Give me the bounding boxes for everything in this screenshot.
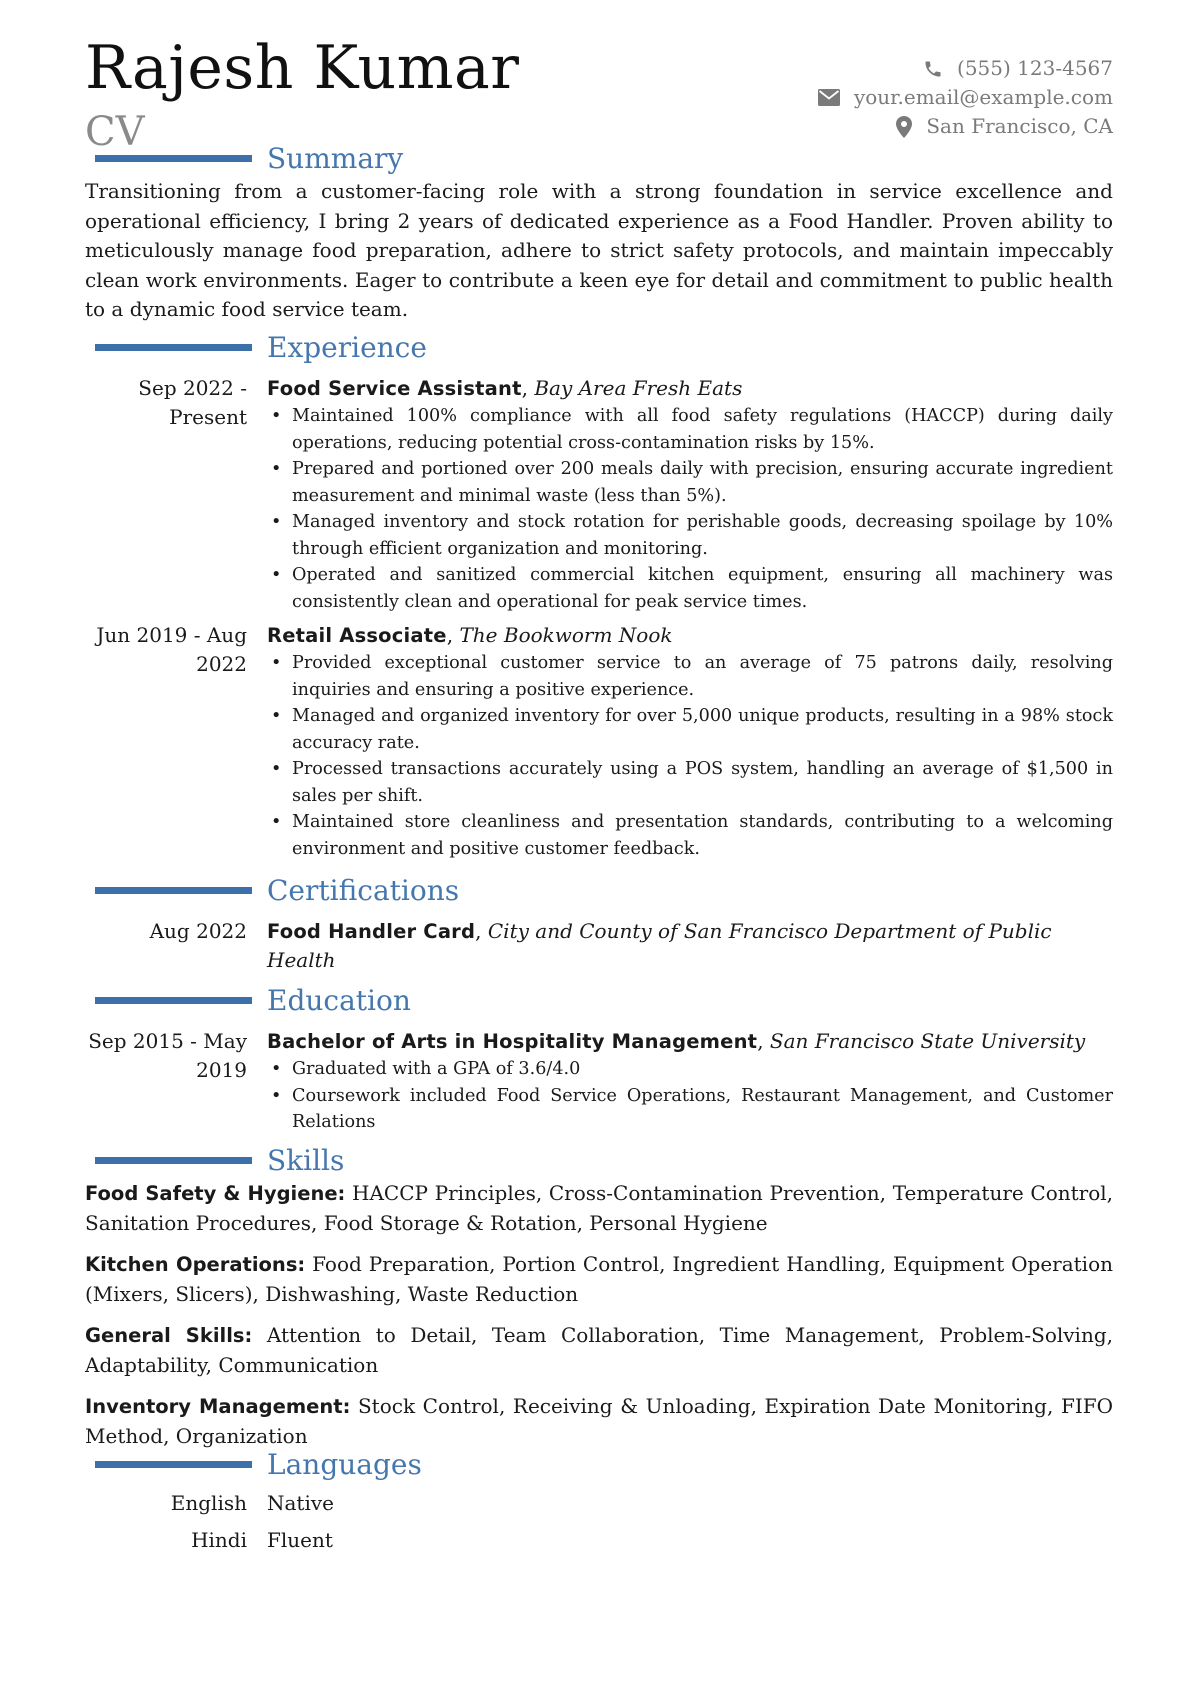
education-entry [0,1027,1190,1136]
skill-group [85,1250,1113,1309]
envelope-icon [818,89,840,106]
bullet-item: • Managed inventory and stock rotation for perishable goods, decreasing spoilage by 10% through efficient organization and monitoring. [267,509,1113,562]
experience-entry [0,374,1190,615]
bullet-item: • Maintained 100% compliance with all food safety regulations (HACCP) during daily operations, reducing potential cross-contamination risks by 15%. [267,403,1113,456]
entry-body [267,917,1113,975]
bullet-item: • Provided exceptional customer service to an average of 75 patrons daily, resolving inquiries and ensuring a positive experience. [267,650,1113,703]
skill-group [85,1392,1113,1451]
email-link[interactable]: your.email@example.com [853,85,1113,109]
section-title: Experience [267,331,427,364]
education-section [0,983,1190,1136]
experience-entry [0,621,1190,862]
language-level: Fluent [267,1528,333,1552]
bullet-item: • Processed transactions accurately using a POS system, handling an average of $1,500 in sales per shift. [267,756,1113,809]
summary-header [0,141,1190,177]
section-rule [95,1461,252,1468]
language-name: English [170,1491,247,1515]
skill-group [85,1179,1113,1238]
location-text: San Francisco, CA [926,114,1113,138]
bullet-item: • Managed and organized inventory for over 5,000 unique products, resulting in a 98% stock accuracy rate. [267,703,1113,756]
experience-section [0,330,1190,862]
phone-text: (555) 123-4567 [957,56,1113,80]
entry-heading: Bachelor of Arts in Hospitality Management, San Francisco State University [267,1029,1086,1053]
section-rule [95,155,252,162]
entry-date: Jun 2019 - Aug 2022 [96,623,247,676]
job-title: Food Service Assistant [267,377,522,400]
section-title: Skills [267,1144,345,1177]
entry-date: Sep 2015 - May 2019 [88,1029,247,1082]
section-rule [95,887,252,894]
education-header [0,983,1190,1019]
contact-email[interactable] [818,83,1113,112]
entry-heading: Retail Associate, The Bookworm Nook [267,623,673,647]
entry-body [267,1027,1113,1136]
languages-header [0,1447,1190,1483]
bullet-item: • Prepared and portioned over 200 meals daily with precision, ensuring accurate ingredient measurement and minimal waste (less than 5%). [267,456,1113,509]
bullet-item: • Operated and sanitized commercial kitchen equipment, ensuring all machinery was consistently clean and operational for peak service times. [267,562,1113,615]
bullet-list [267,650,1113,862]
entry-date: Aug 2022 [149,919,247,943]
certifications-section [0,873,1190,975]
employer-name: The Bookworm Nook [459,623,673,647]
skill-group-label: Food Safety & Hygiene: [85,1182,346,1205]
bullet-item: • Maintained store cleanliness and presentation standards, contributing to a welcoming environment and positive customer feedback. [267,809,1113,862]
employer-name: Bay Area Fresh Eats [534,376,743,400]
section-title: Summary [267,142,404,175]
section-rule [95,344,252,351]
certification-name: Food Handler Card [267,920,476,943]
entry-heading: Food Service Assistant, Bay Area Fresh Eats [267,376,743,400]
skill-group-items: Food Preparation, Portion Control, Ingredient Handling, Equipment Operation (Mixers, Slicers), Dishwashing, Waste Reduction [85,1252,1114,1306]
skill-group-items: HACCP Principles, Cross-Contamination Prevention, Temperature Control, Sanitation Procedures, Food Storage & Rotation, Personal Hygiene [85,1181,1114,1235]
entry-heading: Food Handler Card, City and County of San Francisco Department of Public Health [267,919,1052,972]
section-rule [95,1157,252,1164]
experience-header [0,330,1190,366]
certification-issuer: City and County of San Francisco Department of Public Health [267,919,1052,972]
language-level: Native [267,1491,334,1515]
phone-icon [923,59,943,79]
bullet-list [267,1056,1113,1136]
languages-section [0,1447,1190,1559]
skills-header [0,1143,1190,1179]
section-title: Certifications [267,874,460,907]
skill-group-items: Stock Control, Receiving & Unloading, Expiration Date Monitoring, FIFO Method, Organization [85,1394,1113,1448]
section-title: Education [267,984,411,1017]
bullet-item: • Coursework included Food Service Operations, Restaurant Management, and Customer Relations [267,1083,1113,1136]
language-row [0,1485,1190,1522]
summary-text: Transitioning from a customer-facing role with a strong foundation in service excellence and operational efficiency, I bring 2 years of dedicated experience as a Food Handler. Proven ability to meticulously manage food preparation, adhere to strict safety protocols, and maintain impeccably clean work environments. Eager to contribute a keen eye for detail and commitment to public health to a dynamic food service team. [85,179,1113,321]
bullet-item: • Graduated with a GPA of 3.6/4.0 [267,1056,1113,1083]
skill-group-items: Attention to Detail, Team Collaboration, Time Management, Problem-Solving, Adaptability, Communication [85,1323,1113,1377]
school-name: San Francisco State University [769,1029,1086,1053]
contact-phone [818,54,1113,83]
contact-block [818,54,1113,141]
contact-location [818,112,1113,141]
skill-group-label: Inventory Management: [85,1395,351,1418]
map-marker-icon [896,116,912,138]
section-rule [95,997,252,1004]
entry-date: Sep 2022 - Present [138,376,247,429]
skill-group-label: Kitchen Operations: [85,1253,306,1276]
bullet-list [267,403,1113,615]
skill-group [85,1321,1113,1380]
entry-body [267,621,1113,862]
summary-section [0,141,1190,325]
degree-name: Bachelor of Arts in Hospitality Management [267,1030,758,1053]
document-subtitle: CV [85,109,145,155]
job-title: Retail Associate [267,624,447,647]
skills-section [0,1143,1190,1451]
skill-group-label: General Skills: [85,1324,253,1347]
entry-body [267,374,1113,615]
certification-entry [0,917,1190,975]
section-title: Languages [267,1448,422,1481]
language-row [0,1522,1190,1559]
language-name: Hindi [191,1528,247,1552]
certifications-header [0,873,1190,909]
person-name: Rajesh Kumar [85,33,520,103]
